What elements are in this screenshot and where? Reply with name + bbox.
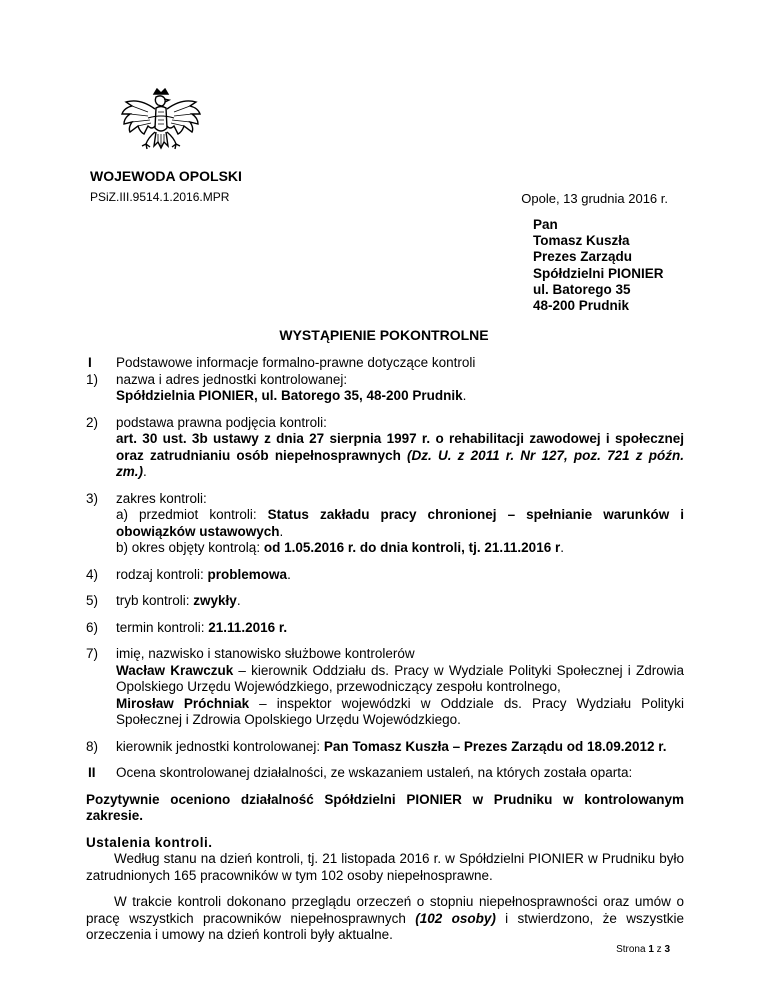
section-heading: Podstawowe informacje formalno-prawne dotyczące kontroli [116, 355, 476, 370]
item-value: Spółdzielnia PIONIER, ul. Batorego 35, 48-200 Prudnik [116, 388, 463, 403]
page-footer: Strona 1 z 3 [616, 944, 670, 955]
place-date: Opole, 13 grudnia 2016 r. [521, 191, 668, 206]
list-item [86, 646, 684, 729]
item-label: nazwa i adres jednostki kontrolowanej: [116, 371, 348, 387]
item-label: podstawa prawna podjęcia kontroli: [116, 414, 327, 430]
list-item: 6) termin kontroli: 21.11.2016 r. [86, 619, 288, 635]
inspector-2: Mirosław Próchniak – inspektor wojewódzki w Oddziale ds. Pracy Wydziału Polityki Społecznej i Zdrowia Opolskiego Urzędu Wojewódzkiego. [116, 695, 684, 727]
findings-paragraph-1: Według stanu na dzień kontroli, tj. 21 listopada 2016 r. w Spółdzielni PIONIER w Prudniku było zatrudnionych 165 pracowników w tym 102 osoby niepełnosprawne. [86, 851, 684, 883]
list-item: 2) podstawa prawna podjęcia kontroli: art. 30 ust. 3b ustawy z dnia 27 sierpnia 1997 r. o rehabilitacji zawodowej i społecznej oraz zatrudnianiu osób niepełnosprawnych (Dz. U. z 2011 r. Nr 127, poz. 721 z późn. zm.). [86, 414, 684, 479]
list-item: 8) kierownik jednostki kontrolowanej: Pan Tomasz Kuszła – Prezes Zarządu od 18.09.2012 r. [86, 738, 667, 754]
item-number: 2) [86, 414, 99, 430]
inspector-1: Wacław Krawczuk – kierownik Oddziału ds. Pracy w Wydziale Polityki Społecznej i Zdrowia Opolskiego Urzędu Wojewódzkiego, przewodniczący zespołu kontrolnego, [116, 662, 685, 694]
item-number: 1) [86, 371, 99, 387]
page-total: 3 [664, 944, 670, 955]
section-number: I [88, 355, 92, 370]
findings-title: Ustalenia kontroli. [86, 834, 213, 850]
findings-paragraph-2: W trakcie kontroli dokonano przeglądu orzeczeń o stopniu niepełnosprawności oraz umów o pracę wszystkich pracowników niepełnosprawnych (102 osoby) i stwierdzono, że wszystkie orzeczenia i umowy na dzień kontroli były aktualne. [86, 894, 684, 942]
recipient-block [533, 217, 664, 314]
legal-citation: (Dz. U. z 2011 r. Nr 127, poz. 721 z późn. zm.) [116, 447, 684, 479]
document-body [86, 355, 684, 944]
reference-number: PSiZ.III.9514.1.2016.MPR [90, 190, 230, 204]
document-title: WYSTĄPIENIE POKONTROLNE [279, 327, 489, 343]
section-2-heading-row [86, 765, 684, 782]
recipient-line: Spółdzielni PIONIER [533, 265, 664, 281]
list-item: 1) nazwa i adres jednostki kontrolowanej: Spółdzielnia PIONIER, ul. Batorego 35, 48-200 Prudnik. [86, 372, 684, 405]
recipient-line: Prezes Zarządu [533, 249, 633, 265]
sub-item-a: a) przedmiot kontroli: Status zakładu pracy chronionej – spełnianie warunków i obowiązków ustawowych. [116, 507, 684, 539]
item-label: imię, nazwisko i stanowisko służbowe kontrolerów [116, 646, 415, 661]
list-item [86, 491, 684, 557]
section-1-heading-row [86, 355, 684, 372]
item-number: 5) [86, 593, 99, 608]
recipient-line: Pan [533, 217, 558, 232]
assessment: Pozytywnie oceniono działalność Spółdzielni PIONIER w Prudniku w kontrolowanym zakresie. [86, 791, 684, 823]
item-number: 6) [86, 619, 99, 635]
organization-name: WOJEWODA OPOLSKI [90, 168, 242, 184]
item-value: art. 30 ust. 3b ustawy z dnia 27 sierpnia 1997 r. o rehabilitacji zawodowej i społecznej oraz zatrudnianiu osób niepełnosprawnych [116, 431, 684, 463]
list-item: 5) tryb kontroli: zwykły. [86, 593, 241, 608]
item-number: 8) [86, 738, 99, 754]
item-number: 7) [86, 646, 99, 661]
sub-item-b: b) okres objęty kontrolą: od 1.05.2016 r. do dnia kontroli, tj. 21.11.2016 r. [116, 540, 564, 555]
recipient-line: Tomasz Kuszła [533, 233, 630, 249]
recipient-line: ul. Batorego 35 [533, 281, 631, 297]
item-number: 3) [86, 490, 99, 506]
section-heading: Ocena skontrolowanej działalności, ze wskazaniem ustaleń, na których została oparta: [116, 765, 633, 780]
recipient-line: 48-200 Prudnik [533, 298, 630, 314]
white-eagle-emblem [118, 88, 204, 164]
list-item: 4) rodzaj kontroli: problemowa. [86, 566, 291, 582]
section-number: II [88, 765, 96, 780]
item-number: 4) [86, 566, 99, 582]
item-label: zakres kontroli: [116, 490, 207, 506]
page-number: 1 [648, 944, 654, 955]
